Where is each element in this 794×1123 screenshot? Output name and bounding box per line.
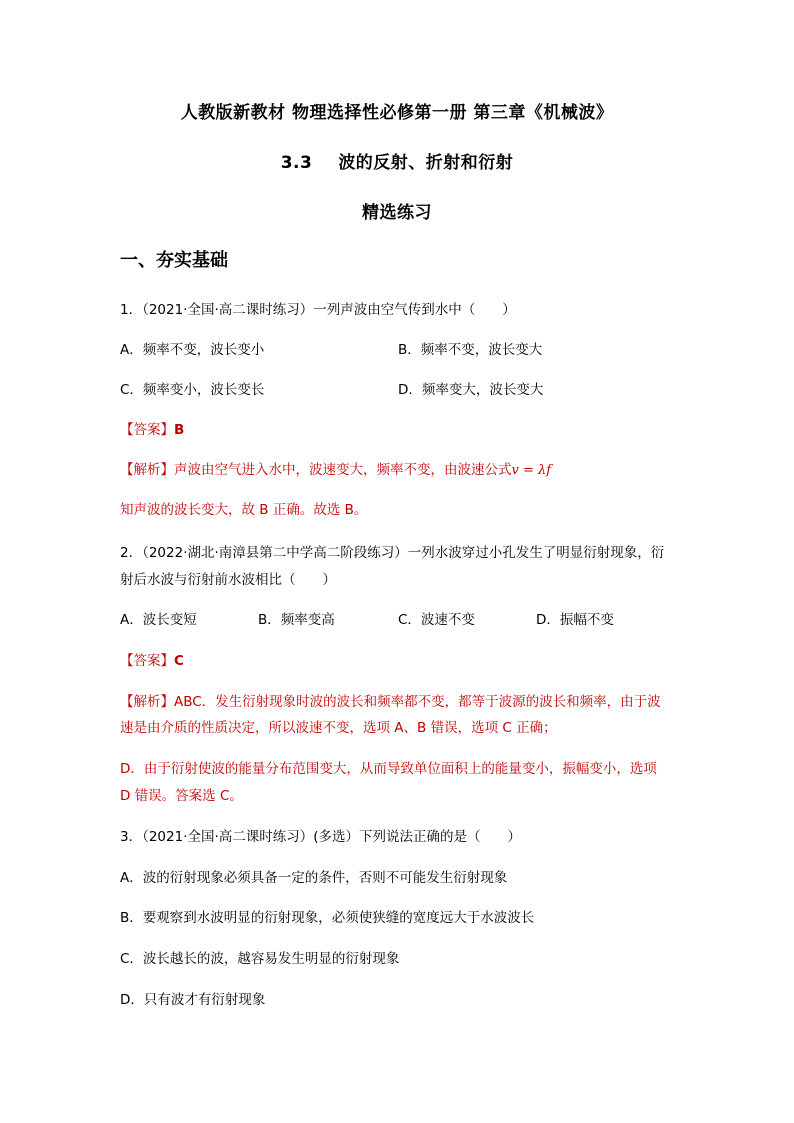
section-number: 3.3 [280, 153, 313, 173]
q1-option-c: C．频率变小，波长变长 [120, 382, 265, 398]
analysis-label: 【解析】 [120, 462, 174, 478]
analysis-text: 声波由空气进入水中，波速变大，频率不变，由波速公式 [174, 462, 512, 478]
q2-option-b: B．频率变高 [258, 612, 335, 628]
section-heading [0, 148, 794, 173]
q3-stem: 3．（2021·全国·高二课时练习）(多选）下列说法正确的是（ ） [120, 829, 522, 845]
answer-value: B [174, 422, 185, 438]
q2-option-a: A．波长变短 [120, 612, 197, 628]
q1-analysis-line-2: 知声波的波长变大，故 B 正确。故选 B。 [120, 502, 368, 518]
q2-stem-line-1: 2．（2022·湖北·南漳县第二中学高二阶段练习）一列水波穿过小孔发生了明显衍射现象，衍 [120, 545, 665, 561]
q3-option-c: C．波长越长的波，越容易发生明显的衍射现象 [120, 951, 400, 967]
q3-option-b: B．要观察到水波明显的衍射现象，必须使狭缝的宽度远大于水波波长 [120, 910, 535, 926]
q1-option-d: D．频率变大，波长变大 [398, 382, 544, 398]
answer-value: C [174, 653, 184, 669]
q1-answer [120, 418, 184, 438]
q2-option-d: D．振幅不变 [536, 612, 614, 628]
q2-options [120, 608, 614, 628]
document-subtitle: 精选练习 [362, 203, 432, 223]
q1-stem: 1．（2021·全国·高二课时练习）一列声波由空气传到水中（ ） [120, 302, 516, 318]
part-heading: 一、夯实基础 [120, 250, 228, 271]
section-title: 波的反射、折射和衍射 [338, 153, 514, 173]
q2-analysis-line-4: D 错误。答案选 C。 [120, 788, 243, 804]
q2-stem-line-2: 射后水波与衍射前水波相比（ ） [120, 572, 336, 588]
q1-option-a: A．频率不变，波长变小 [120, 342, 265, 358]
q3-option-d: D．只有波才有衍射现象 [120, 992, 266, 1008]
q2-option-c: C．波速不变 [398, 612, 475, 628]
q3-option-a: A．波的衍射现象必须具备一定的条件，否则不可能发生衍射现象 [120, 870, 508, 886]
analysis-label: 【解析】 [120, 694, 174, 710]
answer-label: 【答案】 [120, 422, 174, 438]
q1-analysis-line-1 [120, 458, 551, 478]
q1-option-b: B．频率不变，波长变大 [398, 342, 543, 358]
answer-label: 【答案】 [120, 653, 174, 669]
wave-speed-formula: v = λf [511, 463, 552, 478]
q2-analysis-line-3: D．由于衍射使波的能量分布范围变大，从而导致单位面积上的能量变小，振幅变小，选项 [120, 761, 657, 777]
document-title: 人教版新教材 物理选择性必修第一册 第三章《机械波》 [180, 103, 614, 123]
analysis-text: ABC．发生衍射现象时波的波长和频率都不变，都等于波源的波长和频率，由于波 [174, 694, 661, 710]
q2-analysis-line-2: 速是由介质的性质决定，所以波速不变，选项 A、B 错误，选项 C 正确； [120, 720, 557, 736]
q2-analysis-line-1 [120, 690, 661, 710]
q2-answer [120, 649, 184, 669]
